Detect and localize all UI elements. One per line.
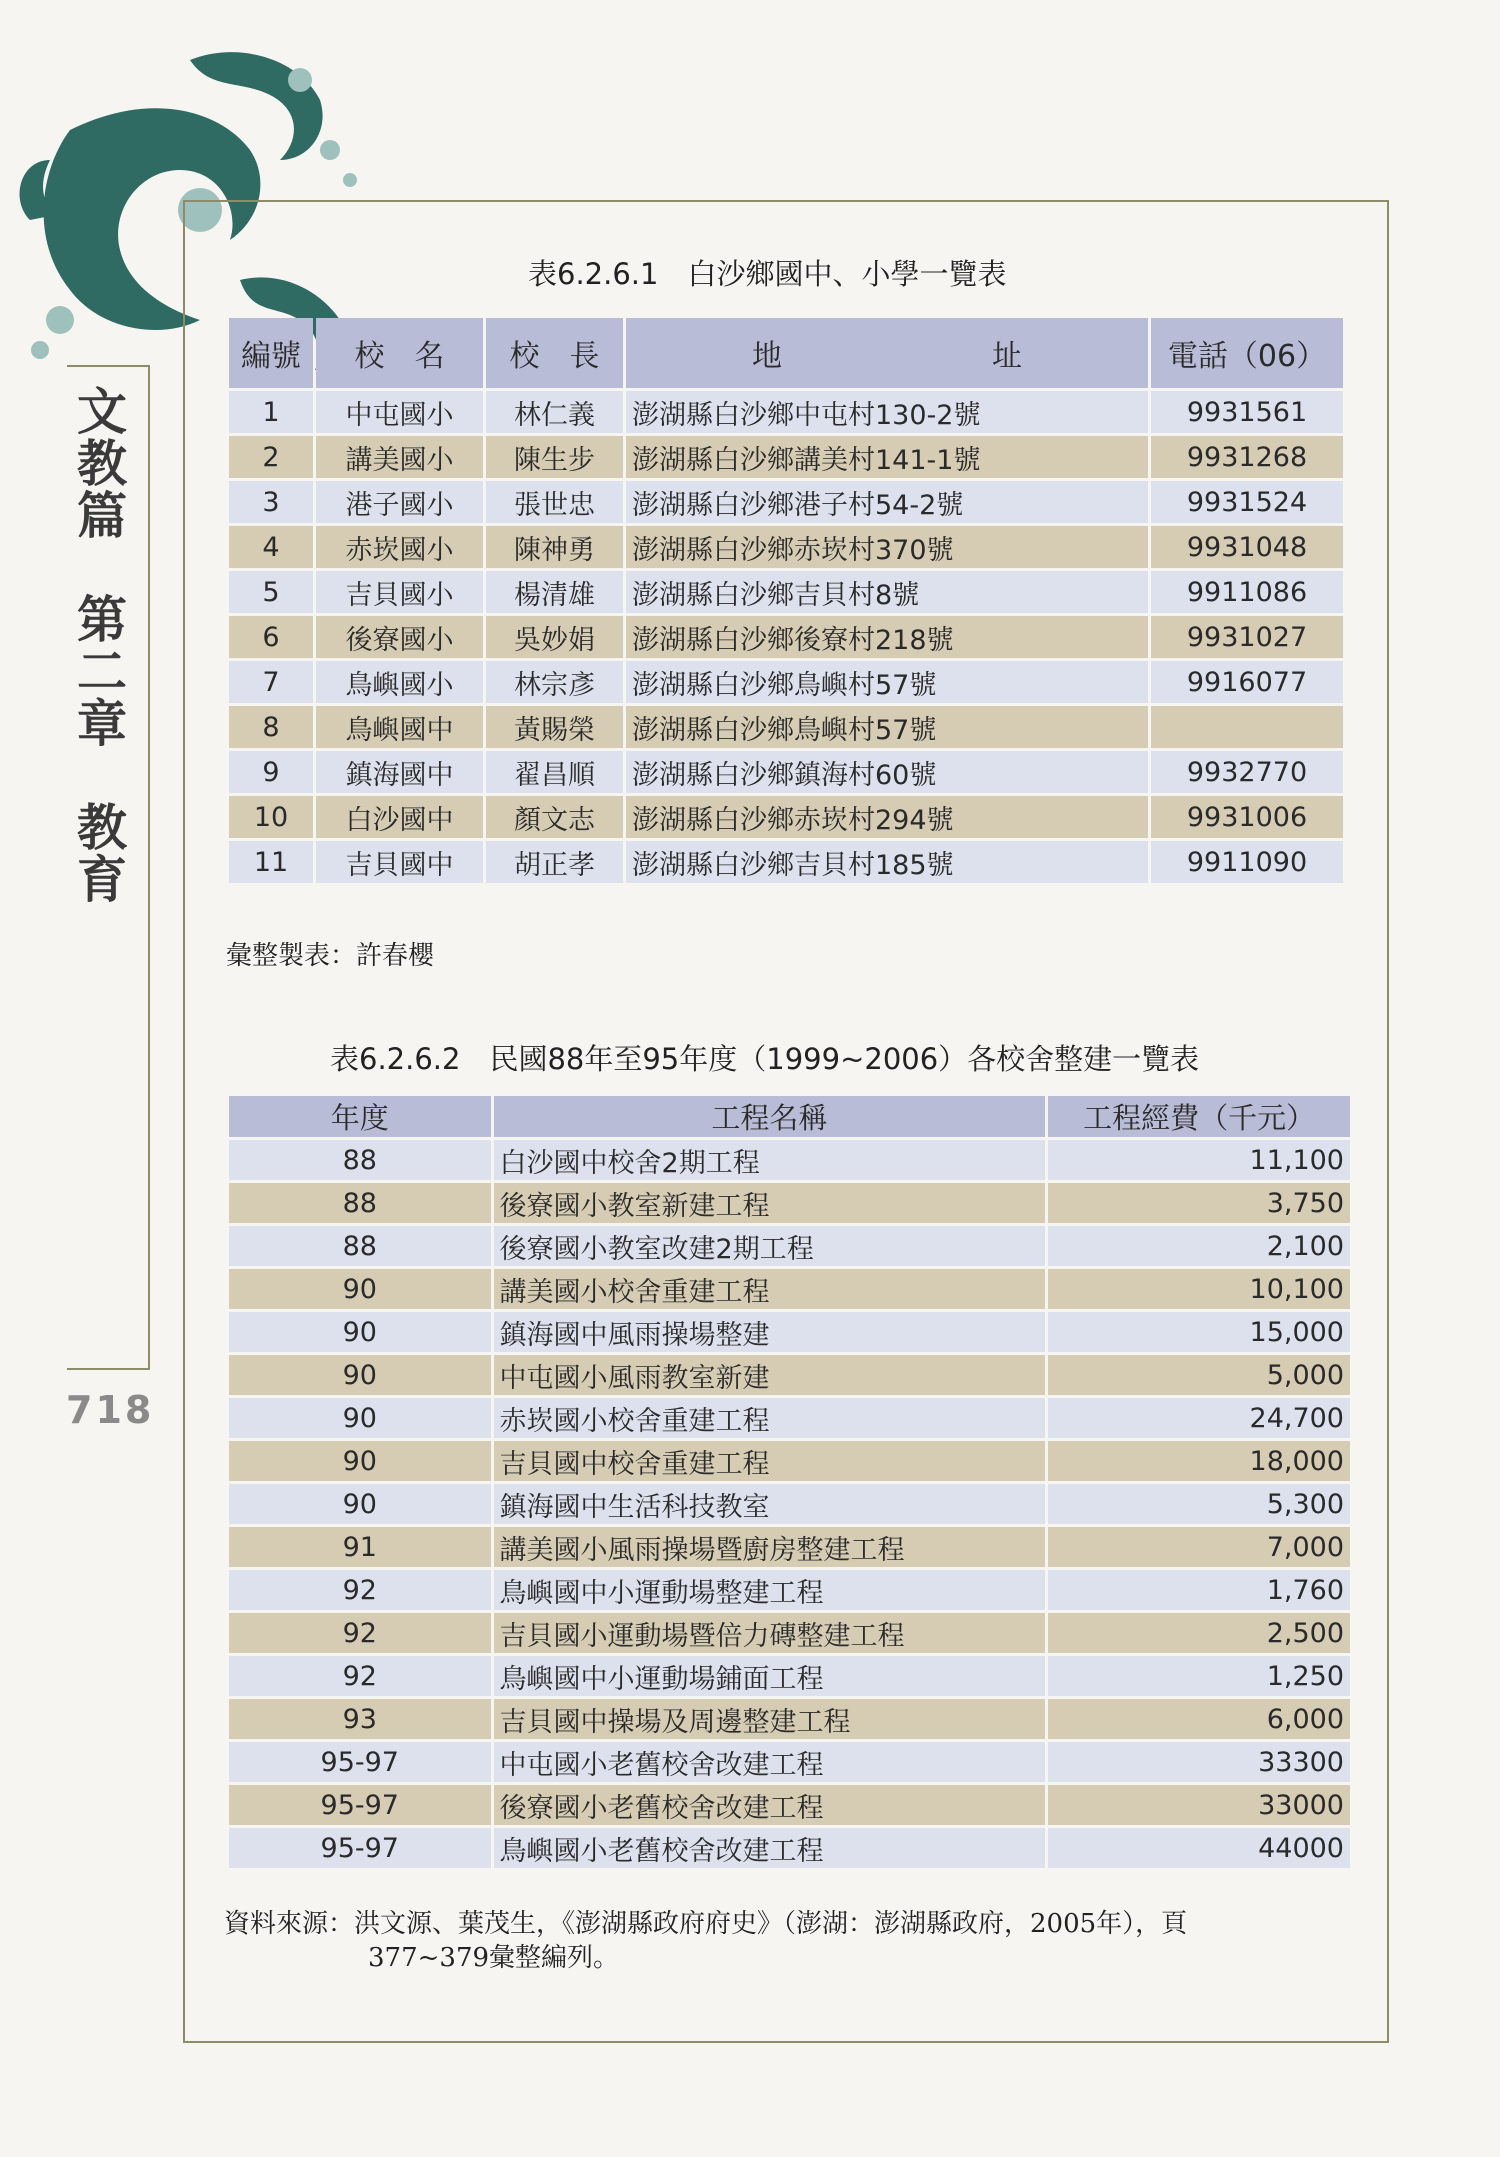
table-cell: 鎮海國中	[316, 751, 483, 793]
table-cell: 93	[229, 1699, 491, 1739]
table-cell: 講美國小校舍重建工程	[494, 1269, 1046, 1309]
table-cell: 中屯國小	[316, 391, 483, 433]
table-cell: 鳥嶼國小老舊校舍改建工程	[494, 1828, 1046, 1868]
table-cell: 4	[229, 526, 313, 568]
table-row	[229, 1140, 1350, 1180]
table-row	[229, 796, 1343, 838]
table-cell: 92	[229, 1613, 491, 1653]
table-cell: 11	[229, 841, 313, 883]
table-cell: 陳神勇	[486, 526, 623, 568]
table-cell: 90	[229, 1441, 491, 1481]
table-row	[229, 841, 1343, 883]
table-cell: 92	[229, 1656, 491, 1696]
table-cell: 1,760	[1048, 1570, 1350, 1610]
table-row	[229, 1355, 1350, 1395]
table-cell: 後寮國小教室新建工程	[494, 1183, 1046, 1223]
table-cell: 5,000	[1048, 1355, 1350, 1395]
table-row	[229, 661, 1343, 703]
table-cell: 9911090	[1151, 841, 1343, 883]
table-row	[229, 1656, 1350, 1696]
table-row	[229, 1570, 1350, 1610]
table-row	[229, 1269, 1350, 1309]
table-cell: 後寮國小	[316, 616, 483, 658]
table-cell: 88	[229, 1140, 491, 1180]
table-header-row	[229, 1096, 1350, 1137]
table-cell: 6,000	[1048, 1699, 1350, 1739]
table-cell: 澎湖縣白沙鄉港子村54-2號	[626, 481, 1148, 523]
table-cell: 44000	[1048, 1828, 1350, 1868]
table-cell: 3,750	[1048, 1183, 1350, 1223]
table-cell: 鳥嶼國中	[316, 706, 483, 748]
table-cell: 1	[229, 391, 313, 433]
table-cell: 澎湖縣白沙鄉吉貝村8號	[626, 571, 1148, 613]
table-cell: 鳥嶼國中小運動場整建工程	[494, 1570, 1046, 1610]
table-cell: 澎湖縣白沙鄉赤崁村294號	[626, 796, 1148, 838]
table-row	[229, 436, 1343, 478]
table1-note: 彙整製表：許春櫻	[226, 941, 435, 971]
header-cell: 地 址	[626, 318, 1148, 388]
table-cell: 張世忠	[486, 481, 623, 523]
table-cell: 9916077	[1151, 661, 1343, 703]
table-cell: 赤崁國小校舍重建工程	[494, 1398, 1046, 1438]
table-cell: 90	[229, 1269, 491, 1309]
table-cell: 後寮國小老舊校舍改建工程	[494, 1785, 1046, 1825]
table-cell: 5,300	[1048, 1484, 1350, 1524]
table-cell: 9932770	[1151, 751, 1343, 793]
table-cell: 鳥嶼國中小運動場鋪面工程	[494, 1656, 1046, 1696]
table-cell: 90	[229, 1312, 491, 1352]
table-cell: 澎湖縣白沙鄉中屯村130-2號	[626, 391, 1148, 433]
table-cell: 吳妙娟	[486, 616, 623, 658]
table-cell: 90	[229, 1484, 491, 1524]
table-cell: 10	[229, 796, 313, 838]
table-cell: 後寮國小教室改建2期工程	[494, 1226, 1046, 1266]
table-cell: 鎮海國中生活科技教室	[494, 1484, 1046, 1524]
header-cell: 編號	[229, 318, 313, 388]
table-header-row	[229, 318, 1343, 388]
table-row	[229, 571, 1343, 613]
table-cell: 澎湖縣白沙鄉鳥嶼村57號	[626, 661, 1148, 703]
table-cell: 胡正孝	[486, 841, 623, 883]
table-cell: 吉貝國中校舍重建工程	[494, 1441, 1046, 1481]
table-cell: 91	[229, 1527, 491, 1567]
table-row	[229, 391, 1343, 433]
header-cell: 工程經費（千元）	[1048, 1096, 1350, 1137]
table-row	[229, 1226, 1350, 1266]
table-cell: 顏文志	[486, 796, 623, 838]
table-cell: 24,700	[1048, 1398, 1350, 1438]
table2-caption: 表6.2.6.2 民國88年至95年度（1999~2006）各校舍整建一覽表	[330, 1042, 1200, 1076]
table-cell: 赤崁國小	[316, 526, 483, 568]
table-cell: 88	[229, 1226, 491, 1266]
table-cell: 33000	[1048, 1785, 1350, 1825]
table-row	[229, 1484, 1350, 1524]
table-cell: 澎湖縣白沙鄉後寮村218號	[626, 616, 1148, 658]
table-cell: 9931524	[1151, 481, 1343, 523]
table-cell: 翟昌順	[486, 751, 623, 793]
table-cell: 澎湖縣白沙鄉講美村141-1號	[626, 436, 1148, 478]
header-cell: 校 長	[486, 318, 623, 388]
table-row	[229, 1742, 1350, 1782]
chapter-title: 文教篇 第二章 教育	[69, 385, 128, 905]
table-cell: 陳生步	[486, 436, 623, 478]
table-row	[229, 526, 1343, 568]
construction-table	[226, 1093, 1353, 1871]
table-row	[229, 1183, 1350, 1223]
table-cell: 95-97	[229, 1828, 491, 1868]
table-cell: 95-97	[229, 1785, 491, 1825]
header-cell: 電話（06）	[1151, 318, 1343, 388]
table1-caption: 表6.2.6.1 白沙鄉國中、小學一覽表	[528, 257, 1007, 291]
table-cell: 澎湖縣白沙鄉吉貝村185號	[626, 841, 1148, 883]
table-cell: 澎湖縣白沙鄉鳥嶼村57號	[626, 706, 1148, 748]
table-cell: 7	[229, 661, 313, 703]
table-cell: 澎湖縣白沙鄉鎮海村60號	[626, 751, 1148, 793]
table-cell: 講美國小	[316, 436, 483, 478]
table-cell: 88	[229, 1183, 491, 1223]
table-cell: 9931268	[1151, 436, 1343, 478]
table-cell: 2	[229, 436, 313, 478]
table-cell: 33300	[1048, 1742, 1350, 1782]
table-cell: 中屯國小老舊校舍改建工程	[494, 1742, 1046, 1782]
table-cell: 11,100	[1048, 1140, 1350, 1180]
header-cell: 工程名稱	[494, 1096, 1046, 1137]
table-cell: 吉貝國中	[316, 841, 483, 883]
table-cell: 鎮海國中風雨操場整建	[494, 1312, 1046, 1352]
table-cell: 楊清雄	[486, 571, 623, 613]
table-cell: 白沙國中校舍2期工程	[494, 1140, 1046, 1180]
table-row	[229, 1699, 1350, 1739]
table-cell: 90	[229, 1355, 491, 1395]
table-cell: 5	[229, 571, 313, 613]
table-row	[229, 1441, 1350, 1481]
table-row	[229, 751, 1343, 793]
table2-source-line2: 377~379彙整編列。	[368, 1943, 620, 1973]
table-row	[229, 1312, 1350, 1352]
table-cell: 中屯國小風雨教室新建	[494, 1355, 1046, 1395]
table-row	[229, 481, 1343, 523]
table-cell: 林仁義	[486, 391, 623, 433]
table-cell: 吉貝國中操場及周邊整建工程	[494, 1699, 1046, 1739]
table-cell: 10,100	[1048, 1269, 1350, 1309]
table-cell: 6	[229, 616, 313, 658]
header-cell: 校 名	[316, 318, 483, 388]
table-cell: 95-97	[229, 1742, 491, 1782]
table-cell: 白沙國中	[316, 796, 483, 838]
table-row	[229, 1828, 1350, 1868]
table-row	[229, 1398, 1350, 1438]
table-cell: 吉貝國小運動場暨倍力磚整建工程	[494, 1613, 1046, 1653]
table-row	[229, 616, 1343, 658]
table-cell: 講美國小風雨操場暨廚房整建工程	[494, 1527, 1046, 1567]
table-cell: 9	[229, 751, 313, 793]
table-cell: 2,100	[1048, 1226, 1350, 1266]
table-cell: 鳥嶼國小	[316, 661, 483, 703]
header-cell: 年度	[229, 1096, 491, 1137]
page-number: 718	[66, 1388, 155, 1432]
table-cell	[1151, 706, 1343, 748]
schools-table	[226, 315, 1346, 886]
table2-source-line1: 資料來源：洪文源、葉茂生，《澎湖縣政府府史》（澎湖：澎湖縣政府，2005年），頁	[224, 1909, 1188, 1939]
table-cell: 9931006	[1151, 796, 1343, 838]
table-row	[229, 706, 1343, 748]
table-cell: 林宗彥	[486, 661, 623, 703]
table-cell: 9931048	[1151, 526, 1343, 568]
table-cell: 92	[229, 1570, 491, 1610]
table-cell: 黃賜榮	[486, 706, 623, 748]
table-cell: 1,250	[1048, 1656, 1350, 1696]
table-row	[229, 1785, 1350, 1825]
table-cell: 9931561	[1151, 391, 1343, 433]
table-cell: 澎湖縣白沙鄉赤崁村370號	[626, 526, 1148, 568]
table-cell: 吉貝國小	[316, 571, 483, 613]
table-cell: 港子國小	[316, 481, 483, 523]
table-cell: 3	[229, 481, 313, 523]
table-cell: 90	[229, 1398, 491, 1438]
table-cell: 15,000	[1048, 1312, 1350, 1352]
table-cell: 9931027	[1151, 616, 1343, 658]
table-cell: 9911086	[1151, 571, 1343, 613]
table-row	[229, 1613, 1350, 1653]
table-cell: 2,500	[1048, 1613, 1350, 1653]
table-cell: 18,000	[1048, 1441, 1350, 1481]
table-cell: 7,000	[1048, 1527, 1350, 1567]
table-row	[229, 1527, 1350, 1567]
table-cell: 8	[229, 706, 313, 748]
